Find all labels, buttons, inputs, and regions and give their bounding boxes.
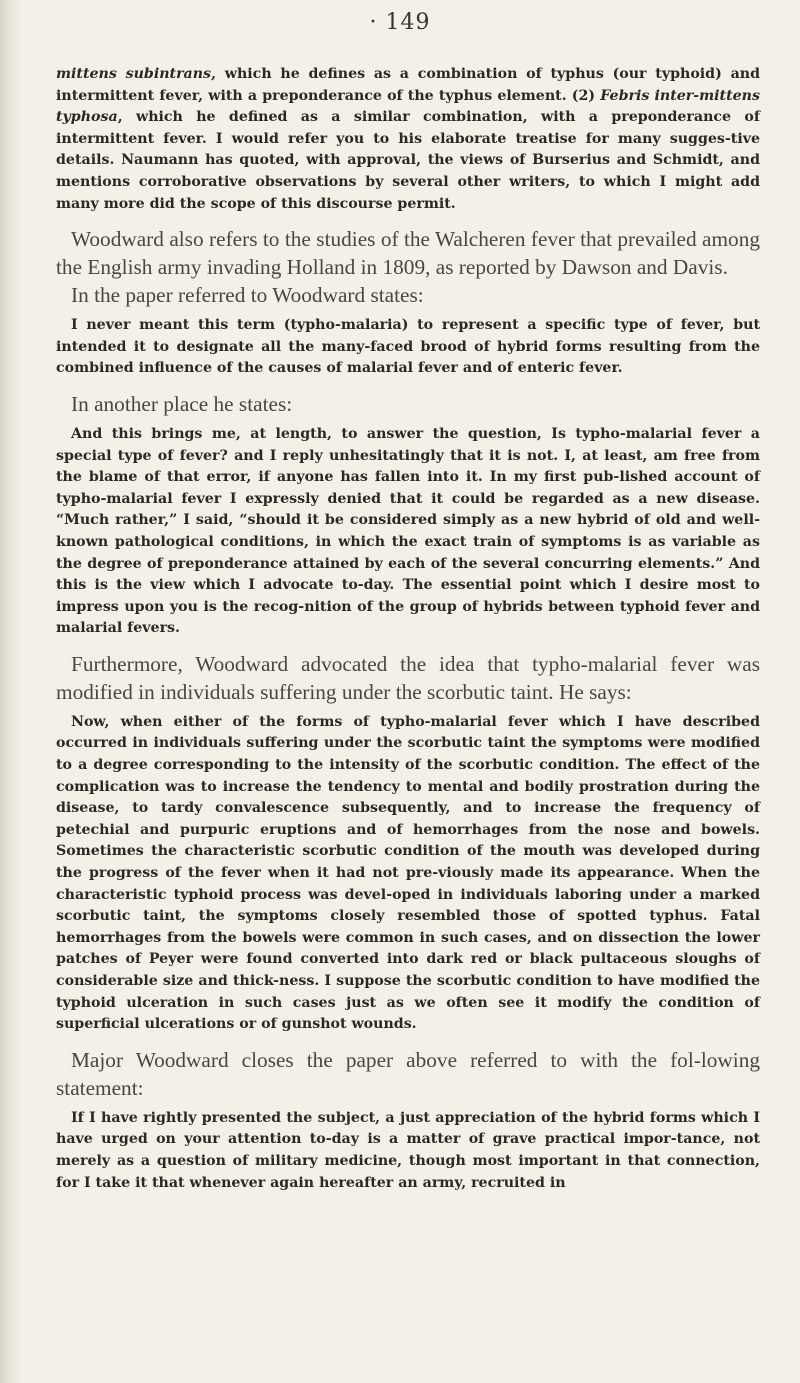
block-quote-2: And this brings me, at length, to answer the question, Is typho-malarial fever a special type of fever? and I reply unhesitatingly that it is not. I, at least, am free from the blame of that error, if anyone has fallen into it. In my first pub-lished account of typho-malarial fever I expressly denied that it could be regarded as a new disease. “Much rather,” I said, “should it be considered simply as a new hybrid of old and well-known pathological conditions, in which the exact train of symptoms is as variable as the degree of preponderance attained by each of the several concurring elements.” And this is the view which I advocate to-day. The essential point which I desire most to impress upon you is the recog-nition of the group of hybrids between typhoid fever and malarial fevers. (56, 425, 760, 637)
italic-term-typhosa: Febris inter-mittens typhosa (56, 87, 760, 126)
italic-term-subintrans: mittens subintrans (56, 66, 212, 82)
paragraph-text: , which he defines as a combination of typhus (our typhoid) and intermittent fever, with a preponderance of the typhus element. (2) (56, 66, 760, 104)
block-quote-4: If I have rightly presented the subject, a just appreciation of the hybrid forms which I have urged on your attention to-day is a matter of grave practical impor-tance, not merely as a question of military medicine, though most important in that connection, for I take it that whenever again hereafter an army, recruited in (56, 1109, 760, 1191)
paragraph-scorbutic: Furthermore, Woodward advocated the idea that typho-malarial fever was modified in individuals suffering under the scorbutic taint. He says: (56, 651, 760, 704)
page-number: · 149 (369, 10, 431, 35)
page-body (56, 64, 760, 1194)
block-quote-3: Now, when either of the forms of typho-malarial fever which I have described occurred in individuals suffering under the scorbutic taint the symptoms were modified to a degree corresponding to the intensity of the scorbutic condition. The effect of the complication was to increase the tendency to mental and bodily prostration during the disease, to tardy convalescence subsequently, and to increase the frequency of petechial and purpuric eruptions and of hemorrhages from the nose and bowels. Sometimes the characteristic scorbutic condition of the mouth was developed during the progress of the fever when it had not pre-viously made its appearance. When the characteristic typhoid process was devel-oped in individuals laboring under a marked scorbutic taint, the symptoms closely resembled those of spotted typhus. Fatal hemorrhages from the bowels were common in such cases, and on dissection the lower patches of Peyer were found converted into dark red or black pultaceous sloughs of considerable size and thick-ness. I suppose the scorbutic condition to have modified the typhoid ulceration in such cases just as we often see it modify the condition of superficial ulcerations or of gunshot wounds. (56, 713, 760, 1033)
paragraph-another-place: In another place he states: (71, 391, 293, 416)
page-spine-shadow (0, 0, 22, 1383)
paragraph-walcheren: Woodward also refers to the studies of the Walcheren fever that prevailed among the English army invading Holland in 1809, as reported by Dawson and Davis. (56, 227, 760, 280)
paragraph-continuation (56, 64, 760, 215)
paragraph-woodward-states: In the paper referred to Woodward states: (71, 283, 424, 308)
paragraph-text: , which he defined as a similar combination, with a preponderance of intermittent fever. I would refer you to his elaborate treatise for many sugges-tive details. Naumann has quoted, with approval, the views of Burserius and Schmidt, and mentions corroborative observations by several other writers, to which I might add many more did the scope of this discourse permit. (56, 109, 760, 212)
paragraph-major-woodward: Major Woodward closes the paper above referred to with the fol-lowing statement: (56, 1047, 760, 1100)
block-quote-1: I never meant this term (typho-malaria) to represent a specific type of fever, but intended it to designate all the many-faced brood of hybrid forms resulting from the combined influence of the causes of malarial fever and of enteric fever. (56, 317, 760, 377)
